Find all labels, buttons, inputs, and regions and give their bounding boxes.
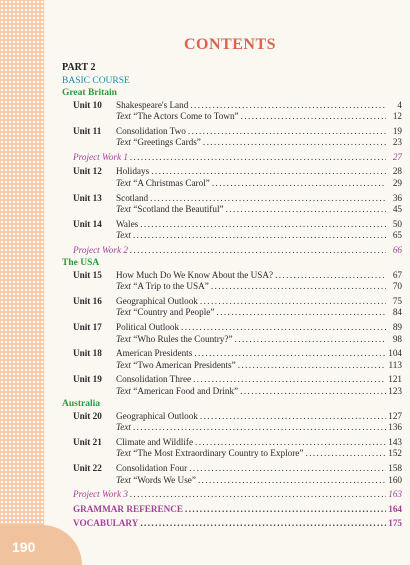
leader-dots (198, 475, 386, 487)
unit-title: American Presidents (116, 348, 193, 359)
reference-title: GRAMMAR REFERENCE (73, 503, 183, 514)
unit-title: Consolidation Two (116, 125, 186, 136)
page-ref: 36 (392, 192, 402, 203)
page-ref: 158 (388, 462, 402, 473)
unit-title: Wales (116, 218, 139, 229)
leader-dots (188, 126, 386, 138)
section-heading-australia: Australia (62, 398, 100, 409)
page-ref: 89 (392, 322, 402, 332)
page-ref: 164 (388, 503, 402, 514)
text-title: “Country and People” (133, 307, 215, 318)
text-title: “Greetings Cards” (133, 137, 201, 148)
unit-title: How Much Do We Know About the USA? (116, 269, 274, 280)
toc-entry-unit-12-text[interactable] (62, 178, 402, 190)
toc-entry-unit-22-text[interactable] (62, 475, 402, 487)
unit-title: Consolidation Three (116, 374, 192, 385)
toc-entry-project-2[interactable] (62, 245, 402, 257)
unit-title: Climate and Wildlife (116, 436, 194, 447)
text-prefix: Text (116, 333, 131, 344)
unit-label: Unit 12 (73, 166, 102, 177)
unit-label: Unit 16 (73, 295, 102, 306)
part-heading: PART 2 (62, 62, 96, 73)
unit-title: Geographical Outlook (116, 410, 198, 421)
text-title: “A Trip to the USA” (133, 281, 209, 292)
text-prefix: Text (116, 178, 131, 189)
unit-label: Unit 21 (73, 436, 102, 447)
text-title: “A Christmas Carol” (133, 178, 210, 189)
leader-dots (150, 193, 386, 205)
unit-label: Unit 20 (73, 410, 102, 421)
page-ref: 23 (392, 137, 402, 148)
unit-label: Unit 14 (73, 218, 102, 229)
page-ref: 65 (392, 230, 402, 241)
toc-entry-unit-16[interactable] (62, 296, 402, 308)
text-prefix: Text (116, 422, 131, 433)
text-prefix: Text (116, 230, 131, 241)
toc-entry-vocabulary[interactable] (62, 518, 402, 530)
text-title: “Words We Use” (133, 474, 196, 485)
text-prefix: Text (116, 307, 131, 318)
page-ref: 19 (392, 125, 402, 136)
toc-entry-unit-17[interactable] (62, 322, 402, 334)
page-ref: 67 (392, 269, 402, 280)
text-title: “Who Rules the Country?” (133, 333, 233, 344)
section-heading-usa: The USA (62, 257, 100, 268)
unit-title: Political Outlook (116, 322, 180, 332)
toc-entry-unit-18[interactable] (62, 348, 402, 360)
toc-entry-unit-10[interactable] (62, 100, 402, 112)
toc-entry-unit-17-text[interactable] (62, 334, 402, 346)
text-prefix: Text (116, 137, 131, 148)
page-ref: 50 (392, 218, 402, 229)
page-ref: 28 (392, 166, 402, 177)
leader-dots (240, 386, 386, 398)
unit-label: Unit 17 (73, 322, 102, 332)
page-ref: 75 (392, 295, 402, 306)
leader-dots (130, 245, 386, 257)
toc-entry-unit-11-text[interactable] (62, 137, 402, 149)
toc-entry-unit-14[interactable] (62, 219, 402, 231)
leader-dots (190, 100, 386, 112)
decorative-margin (0, 0, 44, 565)
unit-label: Unit 19 (73, 374, 102, 385)
leader-dots (151, 166, 386, 178)
section-heading-great-britain: Great Britain (62, 87, 117, 98)
project-title: Project Work 1 (73, 151, 128, 162)
page-ref: 84 (392, 307, 402, 318)
toc-entry-project-3[interactable] (62, 489, 402, 501)
leader-dots (130, 152, 386, 164)
leader-dots (194, 348, 386, 360)
leader-dots (235, 334, 386, 346)
text-title: “The Actors Come to Town” (133, 111, 239, 122)
page-ref: 27 (392, 151, 402, 162)
leader-dots (216, 307, 386, 319)
leader-dots (185, 504, 386, 516)
course-heading: BASIC COURSE (62, 75, 130, 86)
toc-entry-unit-18-text[interactable] (62, 360, 402, 372)
toc-entry-unit-12[interactable] (62, 166, 402, 178)
text-prefix: Text (116, 359, 131, 370)
leader-dots (195, 437, 386, 449)
page-ref: 98 (392, 333, 402, 344)
page-ref: 104 (388, 348, 402, 359)
leader-dots (203, 137, 386, 149)
project-title: Project Work 2 (73, 245, 128, 256)
text-prefix: Text (116, 385, 131, 396)
page-ref: 70 (392, 281, 402, 292)
page-ref: 113 (388, 359, 402, 370)
unit-title: Holidays (116, 166, 150, 177)
text-title: “The Most Extraordinary Country to Explore” (133, 448, 304, 459)
toc-entry-unit-13-text[interactable] (62, 204, 402, 216)
leader-dots (212, 178, 386, 190)
leader-dots (193, 374, 386, 386)
leader-dots (133, 230, 386, 242)
unit-label: Unit 11 (73, 125, 102, 136)
leader-dots (130, 489, 386, 501)
toc-entry-unit-13[interactable] (62, 193, 402, 205)
unit-title: Scotland (116, 192, 149, 203)
leader-dots (140, 518, 386, 530)
reference-title: VOCABULARY (73, 518, 139, 529)
page-ref: 163 (388, 489, 402, 500)
unit-label: Unit 10 (73, 99, 102, 110)
leader-dots (200, 411, 386, 423)
toc-entry-unit-22[interactable] (62, 463, 402, 475)
page-ref: 121 (388, 374, 402, 385)
leader-dots (200, 296, 386, 308)
unit-label: Unit 13 (73, 192, 102, 203)
unit-label: Unit 22 (73, 462, 102, 473)
toc-entry-grammar-reference[interactable] (62, 504, 402, 516)
unit-title: Shakespeare's Land (116, 99, 189, 110)
toc-entry-unit-19[interactable] (62, 374, 402, 386)
page-ref: 4 (397, 99, 402, 110)
text-prefix: Text (116, 111, 131, 122)
page-ref: 127 (388, 410, 402, 421)
page-ref: 143 (388, 436, 402, 447)
page-title: CONTENTS (183, 36, 277, 53)
text-prefix: Text (116, 281, 131, 292)
leader-dots (181, 322, 386, 334)
unit-title: Geographical Outlook (116, 295, 198, 306)
page-ref: 175 (388, 518, 402, 529)
toc-entry-unit-16-text[interactable] (62, 307, 402, 319)
page-number: 190 (12, 539, 36, 555)
toc-entry-unit-11[interactable] (62, 126, 402, 138)
page-ref: 136 (388, 422, 402, 433)
unit-title: Consolidation Four (116, 462, 188, 473)
project-title: Project Work 3 (73, 489, 128, 500)
toc-entry-unit-10-text[interactable] (62, 111, 402, 123)
page-ref: 160 (388, 474, 402, 485)
toc-entry-unit-19-text[interactable] (62, 386, 402, 398)
leader-dots (211, 281, 386, 293)
text-prefix: Text (116, 474, 131, 485)
page-ref: 29 (392, 178, 402, 189)
toc-entry-unit-15-text[interactable] (62, 281, 402, 293)
leader-dots (226, 204, 386, 216)
leader-dots (241, 111, 386, 123)
text-prefix: Text (116, 448, 131, 459)
page-ref: 12 (392, 111, 402, 122)
unit-label: Unit 15 (73, 269, 102, 280)
toc-entry-unit-15[interactable] (62, 270, 402, 282)
leader-dots (140, 219, 386, 231)
toc-entry-unit-20[interactable] (62, 411, 402, 423)
page-ref: 152 (388, 448, 402, 459)
unit-label: Unit 18 (73, 348, 102, 359)
table-of-contents (62, 62, 402, 530)
page-ref: 123 (388, 385, 402, 396)
leader-dots (133, 422, 386, 434)
page-number-tab (0, 525, 82, 565)
leader-dots (275, 270, 386, 282)
toc-entry-unit-21[interactable] (62, 437, 402, 449)
toc-entry-project-1[interactable] (62, 152, 402, 164)
page-ref: 45 (392, 204, 402, 215)
leader-dots (305, 448, 386, 460)
text-prefix: Text (116, 204, 131, 215)
toc-entry-unit-20-text[interactable] (62, 422, 402, 434)
leader-dots (189, 463, 386, 475)
text-title: “Scotland the Beautiful” (133, 204, 224, 215)
text-title: “Two American Presidents” (133, 359, 236, 370)
leader-dots (238, 360, 386, 372)
toc-entry-unit-14-text[interactable] (62, 230, 402, 242)
text-title: “American Food and Drink” (133, 385, 239, 396)
toc-entry-unit-21-text[interactable] (62, 448, 402, 460)
page-ref: 66 (392, 245, 402, 256)
